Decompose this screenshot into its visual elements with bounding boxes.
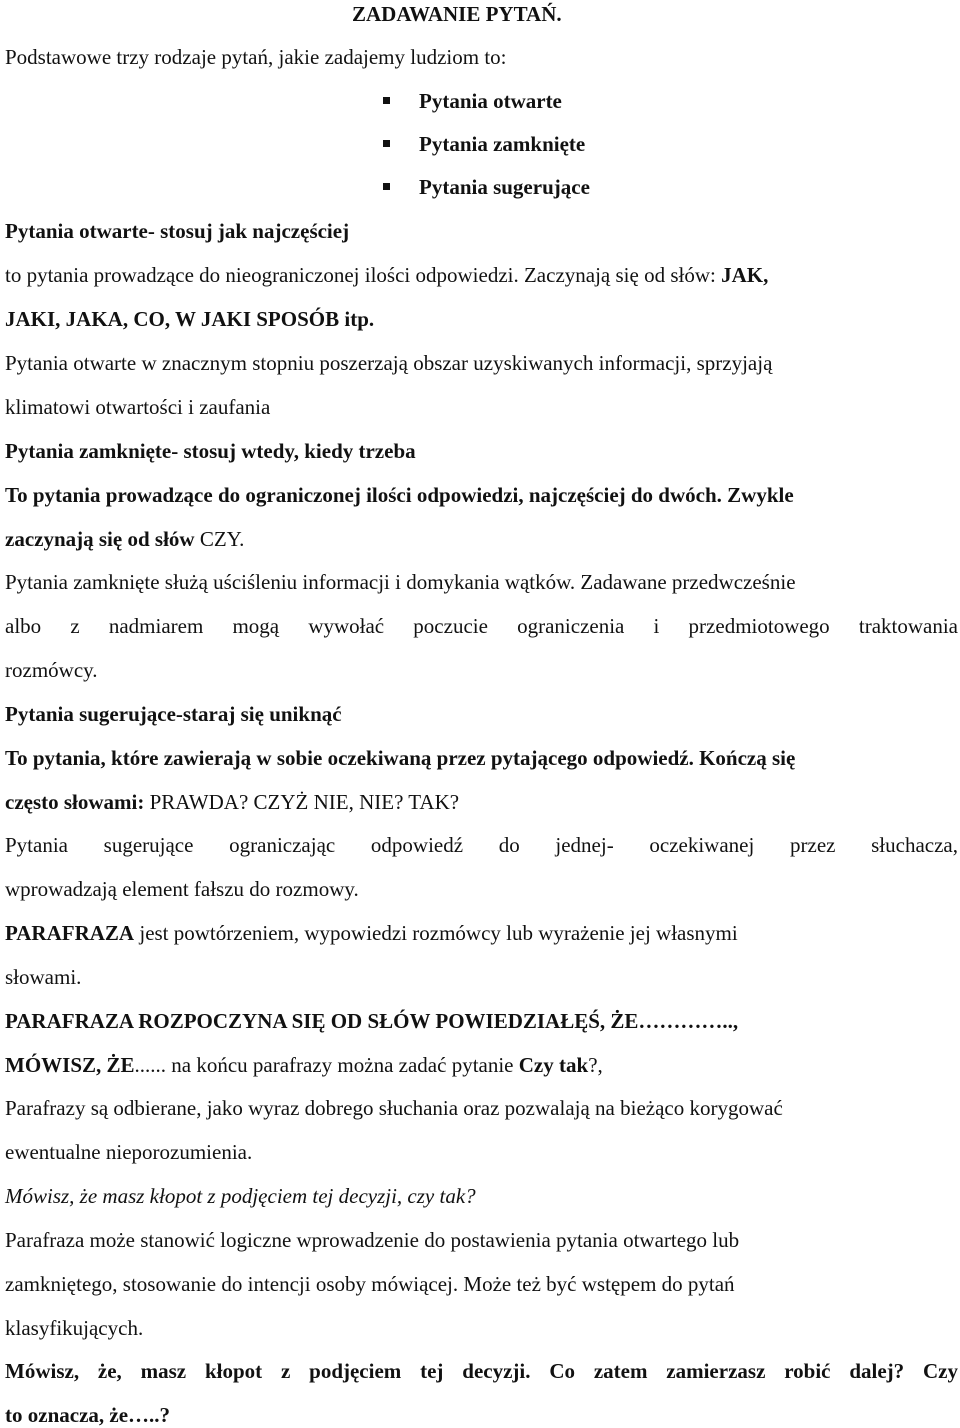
text-line: Pytania zamknięte służą uściśleniu informacji i domykania wątków. Zadawane przedwcześnie bbox=[5, 570, 796, 594]
keyword-span: MÓWISZ, ŻE bbox=[5, 1053, 135, 1077]
text-line: zamkniętego, stosowanie do intencji osoby mówiącej. Może też być wstępem do pytań bbox=[5, 1272, 735, 1296]
question-type-label: Pytania zamknięte bbox=[419, 132, 586, 156]
text-line: Parafrazy są odbierane, jako wyraz dobrego słuchania oraz pozwalają na bieżąco korygować bbox=[5, 1096, 783, 1120]
open-questions-heading: Pytania otwarte- stosuj jak najczęściej bbox=[5, 219, 350, 243]
text-line: to oznacza, że…..? bbox=[5, 1403, 171, 1427]
keyword-span: CZY. bbox=[199, 527, 245, 551]
text-line bbox=[5, 789, 459, 815]
keyword-span: PARAFRAZA bbox=[5, 921, 135, 945]
text-line: JAKI, JAKA, CO, W JAKI SPOSÓB itp. bbox=[5, 307, 375, 331]
text-line bbox=[5, 920, 738, 946]
text-line bbox=[5, 1052, 603, 1078]
document-title: ZADAWANIE PYTAŃ. bbox=[352, 2, 562, 26]
intro-line: Podstawowe trzy rodzaje pytań, jakie zadajemy ludziom to: bbox=[5, 45, 507, 69]
text-line: Pytania sugerujące ograniczając odpowiedź do jednej- oczekiwanej przez słuchacza, bbox=[5, 833, 958, 857]
closed-questions-heading: Pytania zamknięte- stosuj wtedy, kiedy trzeba bbox=[5, 439, 416, 463]
text-line: rozmówcy. bbox=[5, 658, 98, 682]
question-type-label: Pytania sugerujące bbox=[419, 175, 590, 199]
leading-questions-heading: Pytania sugerujące-staraj się uniknąć bbox=[5, 702, 342, 726]
example-line: Mówisz, że masz kłopot z podjęciem tej decyzji, czy tak? bbox=[5, 1184, 476, 1208]
text-line: klimatowi otwartości i zaufania bbox=[5, 395, 271, 419]
text-span: ...... na końcu parafrazy można zadać pytanie bbox=[134, 1053, 514, 1077]
text-span: to pytania prowadzące do nieograniczonej ilości odpowiedzi. Zaczynają się od słów: bbox=[5, 263, 716, 287]
text-line: To pytania prowadzące do ograniczonej ilości odpowiedzi, najczęściej do dwóch. Zwykle bbox=[5, 483, 794, 507]
square-bullet-icon bbox=[383, 183, 390, 190]
text-line: Pytania otwarte w znacznym stopniu poszerzają obszar uzyskiwanych informacji, sprzyjają bbox=[5, 351, 773, 375]
text-line: wprowadzają element fałszu do rozmowy. bbox=[5, 877, 359, 901]
text-line: Parafraza może stanowić logiczne wprowadzenie do postawienia pytania otwartego lub bbox=[5, 1228, 740, 1252]
text-span: jest powtórzeniem, wypowiedzi rozmówcy lub wyrażenie jej własnymi bbox=[139, 921, 738, 945]
text-span: zaczynają się od słów bbox=[5, 527, 195, 551]
text-span: często słowami: bbox=[5, 790, 145, 814]
text-span: ?, bbox=[588, 1053, 603, 1077]
text-line: ewentualne nieporozumienia. bbox=[5, 1140, 253, 1164]
keyword-span: JAK, bbox=[721, 263, 769, 287]
text-line: klasyfikujących. bbox=[5, 1316, 144, 1340]
text-line bbox=[5, 526, 244, 552]
square-bullet-icon bbox=[383, 140, 390, 147]
text-line: Mówisz, że, masz kłopot z podjęciem tej decyzji. Co zatem zamierzasz robić dalej? Czy bbox=[5, 1359, 958, 1383]
text-line bbox=[5, 262, 768, 288]
text-line: albo z nadmiarem mogą wywołać poczucie ograniczenia i przedmiotowego traktowania bbox=[5, 614, 958, 638]
question-type-label: Pytania otwarte bbox=[419, 89, 562, 113]
keyword-span: Czy tak bbox=[518, 1053, 589, 1077]
square-bullet-icon bbox=[383, 97, 390, 104]
text-line: To pytania, które zawierają w sobie oczekiwaną przez pytającego odpowiedź. Kończą się bbox=[5, 746, 796, 770]
keyword-span: PRAWDA? CZYŻ NIE, NIE? TAK? bbox=[149, 790, 460, 814]
text-line: PARAFRAZA ROZPOCZYNA SIĘ OD SŁÓW POWIEDZIAŁĘŚ, ŻE………….., bbox=[5, 1009, 739, 1033]
text-line: słowami. bbox=[5, 965, 82, 989]
